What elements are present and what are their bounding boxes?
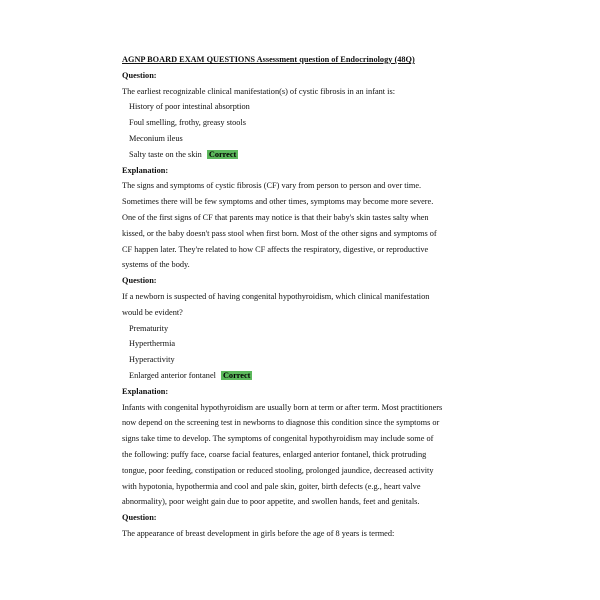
explanation-line: signs take time to develop. The symptoms of congenital hypothyroidism may include some of xyxy=(122,434,434,444)
explanation-line: The signs and symptoms of cystic fibrosis (CF) vary from person to person and over time. xyxy=(122,181,422,191)
answer-option: Meconium ileus xyxy=(129,133,183,143)
answer-option: Hyperactivity xyxy=(129,355,175,365)
question-label: Question: xyxy=(122,276,157,286)
question-label: Question: xyxy=(122,513,157,523)
explanation-line: One of the first signs of CF that parents may notice is that their baby's skin tastes salty when xyxy=(122,212,429,222)
answer-option: Prematurity xyxy=(129,323,169,333)
question-text: would be evident? xyxy=(122,307,183,317)
explanation-line: Infants with congenital hypothyroidism are usually born at term or after term. Most practitioners xyxy=(122,402,443,412)
question-label: Question: xyxy=(122,70,157,80)
question-text: If a newborn is suspected of having congenital hypothyroidism, which clinical manifestation xyxy=(122,291,430,301)
explanation-line: abnormality), poor weight gain due to poor appetite, and swollen hands, feet and genitals. xyxy=(122,497,420,507)
explanation-line: tongue, poor feeding, constipation or reduced stooling, prolonged jaundice, decreased activity xyxy=(122,465,434,475)
explanation-line: CF happen later. They're related to how CF affects the respiratory, digestive, or reproductive xyxy=(122,244,429,254)
answer-option: Hyperthermia xyxy=(129,339,176,349)
correct-badge: Correct xyxy=(208,149,237,159)
document-page xyxy=(122,52,462,542)
explanation-label: Explanation: xyxy=(122,165,169,175)
explanation-line: now depend on the screening test in newborns to diagnose this condition since the symptoms or xyxy=(122,418,440,428)
answer-option: Foul smelling, frothy, greasy stools xyxy=(129,118,246,128)
document-title: AGNP BOARD EXAM QUESTIONS Assessment question of Endocrinology (48Q) xyxy=(122,55,415,64)
explanation-line: with hypotonia, hypothermia and cool and pale skin, goiter, birth defects (e.g., heart valve xyxy=(122,481,421,491)
question-text: The appearance of breast development in girls before the age of 8 years is termed: xyxy=(122,528,395,538)
answer-option-correct: Enlarged anterior fontanel Correct xyxy=(129,370,251,380)
explanation-line: the following: puffy face, coarse facial features, enlarged anterior fontanel, thick protruding xyxy=(122,449,427,459)
correct-badge: Correct xyxy=(222,370,251,380)
explanation-line: kissed, or the baby doesn't pass stool when first born. Most of the other signs and symptoms of xyxy=(122,228,437,238)
explanation-label: Explanation: xyxy=(122,386,169,396)
answer-option: History of poor intestinal absorption xyxy=(129,102,250,112)
explanation-line: systems of the body. xyxy=(122,260,190,270)
question-text: The earliest recognizable clinical manifestation(s) of cystic fibrosis in an infant is: xyxy=(122,86,396,96)
answer-option-correct: Salty taste on the skin Correct xyxy=(129,149,237,159)
explanation-line: Sometimes there will be few symptoms and other times, symptoms may become more severe. xyxy=(122,197,434,207)
